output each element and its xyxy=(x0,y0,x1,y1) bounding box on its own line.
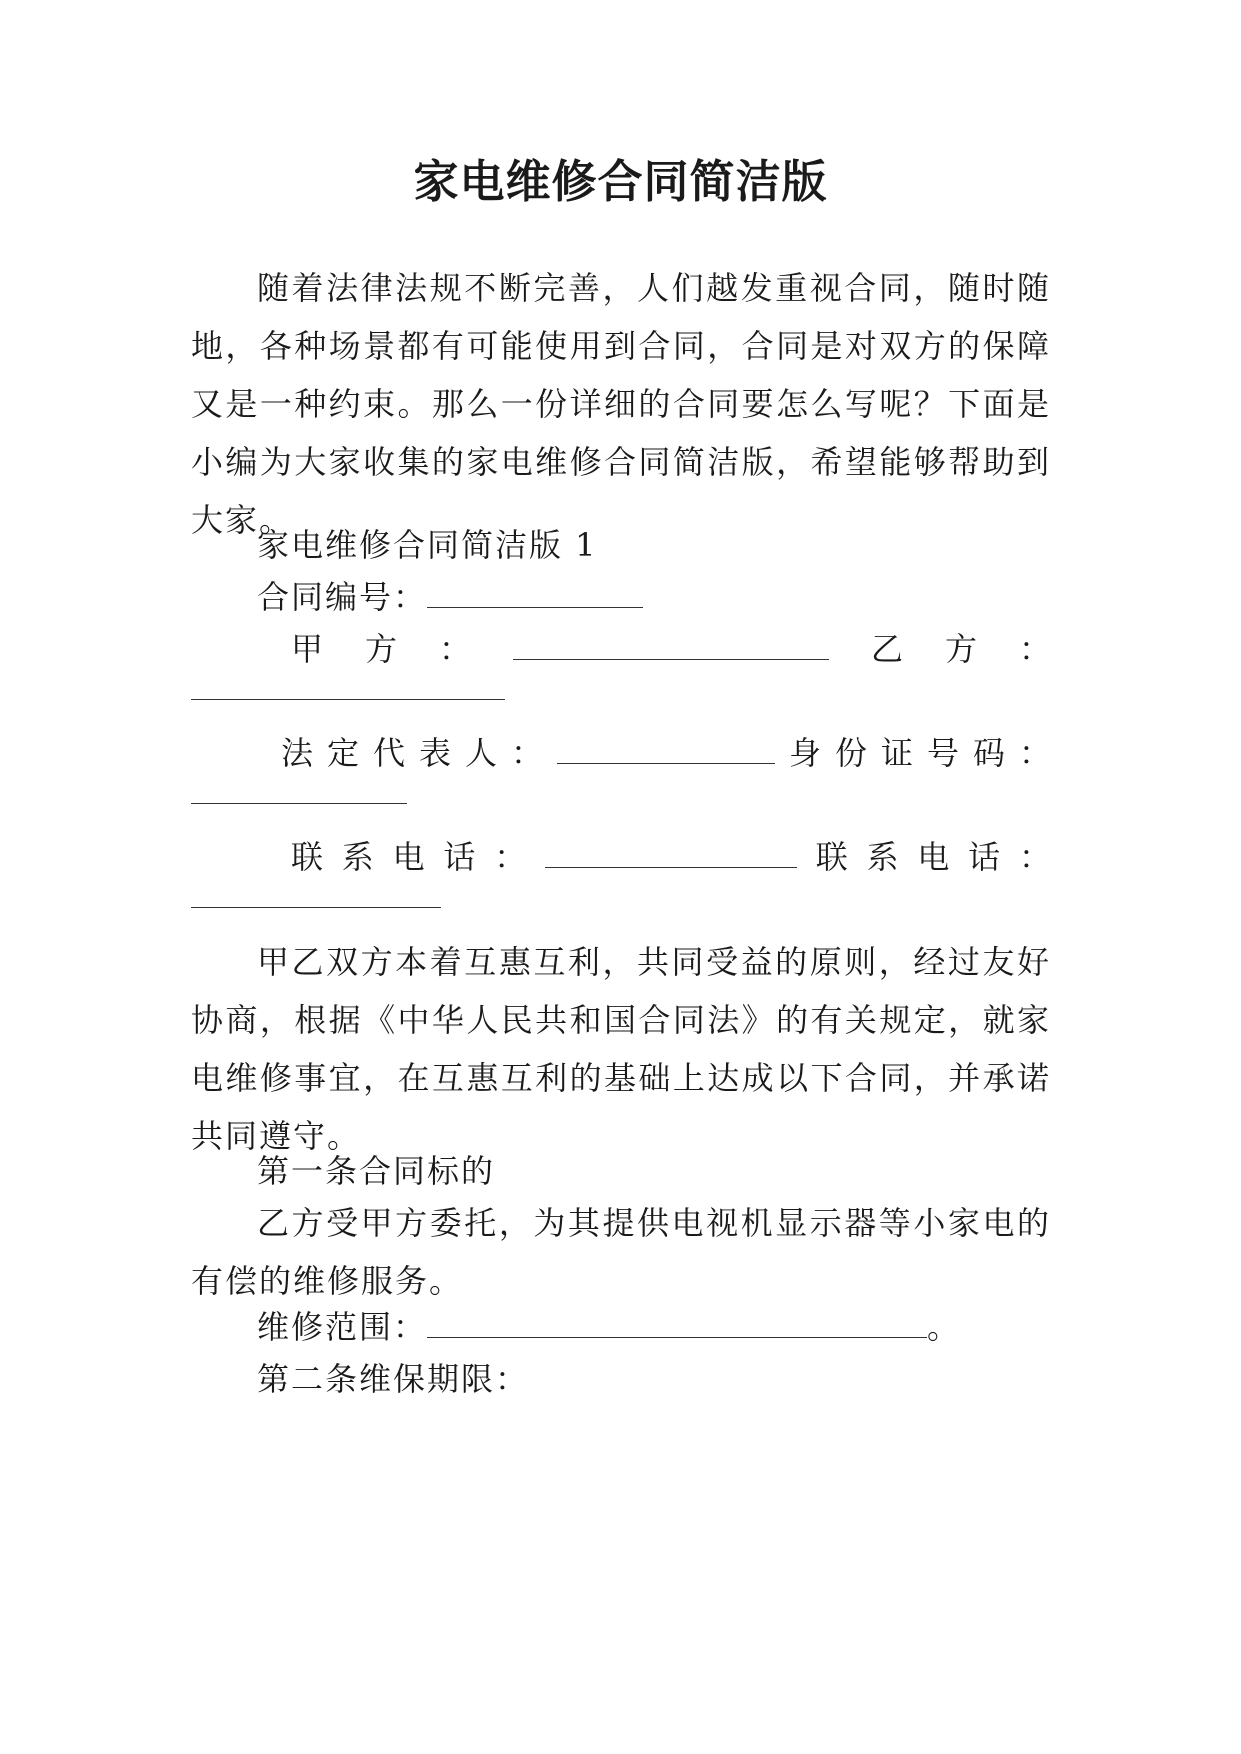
party-a-colon: ： xyxy=(439,630,472,668)
preamble-paragraph: 甲乙双方本着互惠互利，共同受益的原则，经过友好协商，根据《中华人民共和国合同法》的有关规定，就家电维修事宜，在互惠互利的基础上达成以下合同，并承诺共同遵守。 xyxy=(191,943,1051,1155)
party-b-char-1: 乙 xyxy=(870,630,903,668)
party-b-char-2: 方 xyxy=(944,630,977,668)
intro-paragraph: 随着法律法规不断完善，人们越发重视合同，随时随地，各种场景都有可能使用到合同，合同是对双方的保障又是一种约束。那么一份详细的合同要怎么写呢？下面是小编为大家收集的家电维修合同简洁版，希望能够帮助到大家。 xyxy=(191,269,1051,539)
phone-b-char-4: 话 xyxy=(968,838,1001,876)
legal-rep-colon: ： xyxy=(511,734,544,772)
legal-rep-char-3: 代 xyxy=(373,734,406,772)
id-no-char-5: 码 xyxy=(972,734,1005,772)
party-a-char-2: 方 xyxy=(365,630,398,668)
phone-line xyxy=(191,828,1051,886)
article1-body: 乙方受甲方委托，为其提供电视机显示器等小家电的有偿的维修服务。 xyxy=(191,1204,1051,1300)
section-title: 家电维修合同简洁版 1 xyxy=(257,526,598,564)
party-b-blank[interactable] xyxy=(191,697,505,700)
id-no-char-2: 份 xyxy=(834,734,867,772)
phone-b-char-1: 联 xyxy=(815,838,848,876)
legal-rep-blank[interactable] xyxy=(557,733,775,764)
phone-a-char-4: 话 xyxy=(443,838,476,876)
phone-b-char-3: 电 xyxy=(917,838,950,876)
id-no-char-1: 身 xyxy=(788,734,821,772)
document-title: 家电维修合同简洁版 xyxy=(413,155,828,208)
parties-line xyxy=(191,620,1051,678)
party-a-char-1: 甲 xyxy=(291,630,324,668)
id-no-colon: ： xyxy=(1018,734,1051,772)
scope-label: 维修范围： xyxy=(257,1308,428,1346)
phone-a-colon: ： xyxy=(494,838,527,876)
legal-rep-line xyxy=(191,724,1051,782)
contract-number-label: 合同编号： xyxy=(257,578,428,616)
legal-rep-char-4: 表 xyxy=(419,734,452,772)
article1-title: 第一条合同标的 xyxy=(257,1152,496,1190)
scope-line xyxy=(191,1298,1117,1356)
phone-a-blank[interactable] xyxy=(545,837,797,868)
legal-rep-char-5: 人 xyxy=(465,734,498,772)
phone-b-colon: ： xyxy=(1018,838,1051,876)
contract-number-blank[interactable] xyxy=(427,577,643,608)
id-no-blank[interactable] xyxy=(191,801,407,804)
scope-blank[interactable] xyxy=(427,1307,927,1338)
phone-b-char-2: 系 xyxy=(866,838,899,876)
phone-a-char-1: 联 xyxy=(291,838,324,876)
legal-rep-char-2: 定 xyxy=(327,734,360,772)
party-b-colon: ： xyxy=(1018,630,1051,668)
id-no-char-4: 号 xyxy=(926,734,959,772)
phone-b-blank[interactable] xyxy=(191,905,441,908)
scope-end: 。 xyxy=(927,1308,962,1346)
contract-number-line xyxy=(191,568,1117,626)
party-a-blank[interactable] xyxy=(513,629,829,660)
legal-rep-char-1: 法 xyxy=(281,734,314,772)
phone-a-char-3: 电 xyxy=(392,838,425,876)
phone-a-char-2: 系 xyxy=(341,838,374,876)
article2-title: 第二条维保期限： xyxy=(257,1360,530,1398)
id-no-char-3: 证 xyxy=(880,734,913,772)
